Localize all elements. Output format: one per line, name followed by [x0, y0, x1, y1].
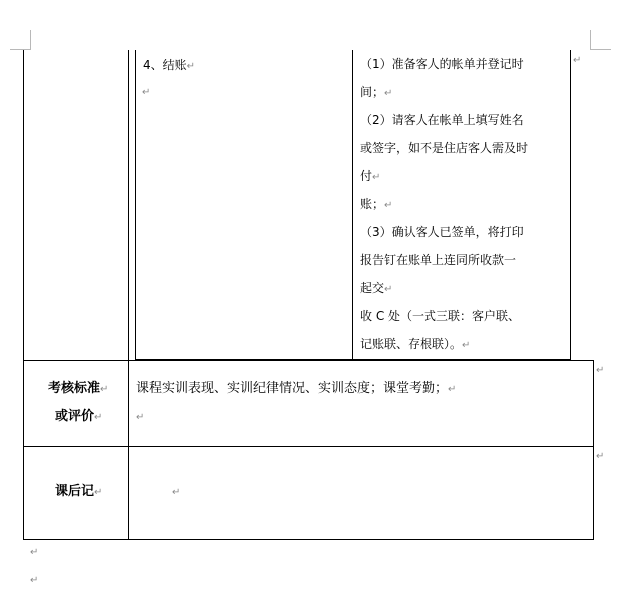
assessment-content: 课程实训表现、实训纪律情况、实训态度；课堂考勤；↵ — [136, 381, 457, 396]
paragraph-mark-icon: ↵ — [462, 340, 471, 351]
assessment-label-line2: 或评价↵ — [55, 409, 103, 424]
paragraph-mark-icon: ↵ — [100, 384, 109, 395]
paragraph-mark-icon: ↵ — [372, 172, 381, 183]
paragraph-mark-icon: ↵ — [448, 384, 457, 395]
end-of-row-mark-icon: ↵ — [596, 365, 605, 376]
paragraph-mark-icon: ↵ — [384, 284, 393, 295]
outer-table-right-border — [593, 360, 594, 540]
step-cell — [143, 58, 195, 72]
detail-line: （3）确认客人已签单，将打印 — [360, 225, 524, 239]
end-of-row-mark-icon: ↵ — [573, 55, 582, 66]
detail-line: （2）请客人在帐单上填写姓名 — [360, 113, 524, 127]
paragraph-mark-icon: ↵ — [384, 88, 393, 99]
detail-line: 付↵ — [360, 169, 381, 183]
inner-table-right-border — [570, 50, 571, 360]
row-divider-2 — [23, 446, 594, 447]
inner-table-column-divider — [352, 50, 353, 360]
paragraph-mark-icon: ↵ — [172, 487, 181, 498]
outer-table-label-column-divider — [128, 50, 129, 540]
paragraph-mark-icon: ↵ — [136, 412, 145, 423]
paragraph-mark-icon: ↵ — [384, 200, 393, 211]
assessment-label-line1: 考核标准↵ — [48, 381, 109, 396]
crop-mark-top-left-horizontal — [10, 49, 30, 50]
crop-mark-top-right-horizontal — [591, 49, 611, 50]
outer-table-left-border — [23, 50, 24, 540]
paragraph-mark-icon: ↵ — [186, 61, 196, 72]
outer-table-bottom-border — [23, 539, 594, 540]
row-divider-1 — [23, 360, 594, 361]
detail-line: 账；↵ — [360, 197, 393, 211]
detail-line: 报告钉在账单上连同所收款一 — [360, 253, 517, 267]
end-of-row-mark-icon: ↵ — [596, 451, 605, 462]
paragraph-mark-icon: ↵ — [30, 575, 39, 586]
detail-line: 或签字，如不是住店客人需及时 — [360, 141, 529, 155]
paragraph-mark-icon: ↵ — [30, 547, 39, 558]
detail-line: 收 C 处（一式三联：客户联、 — [360, 309, 521, 323]
inner-table-bottom-border — [135, 359, 571, 360]
detail-line: （1）准备客人的帐单并登记时 — [360, 57, 524, 71]
notes-label: 课后记↵ — [55, 484, 103, 499]
crop-mark-top-left-vertical — [30, 30, 31, 50]
detail-line: 记账联、存根联）。↵ — [360, 337, 471, 351]
detail-line: 起交↵ — [360, 281, 393, 295]
crop-mark-top-right-vertical — [590, 30, 591, 50]
detail-line: 间；↵ — [360, 85, 393, 99]
step-label: 4、结账 — [143, 58, 187, 72]
paragraph-mark-icon: ↵ — [94, 487, 103, 498]
inner-table-left-border — [135, 50, 136, 360]
paragraph-mark-icon: ↵ — [142, 87, 151, 98]
paragraph-mark-icon: ↵ — [94, 412, 103, 423]
